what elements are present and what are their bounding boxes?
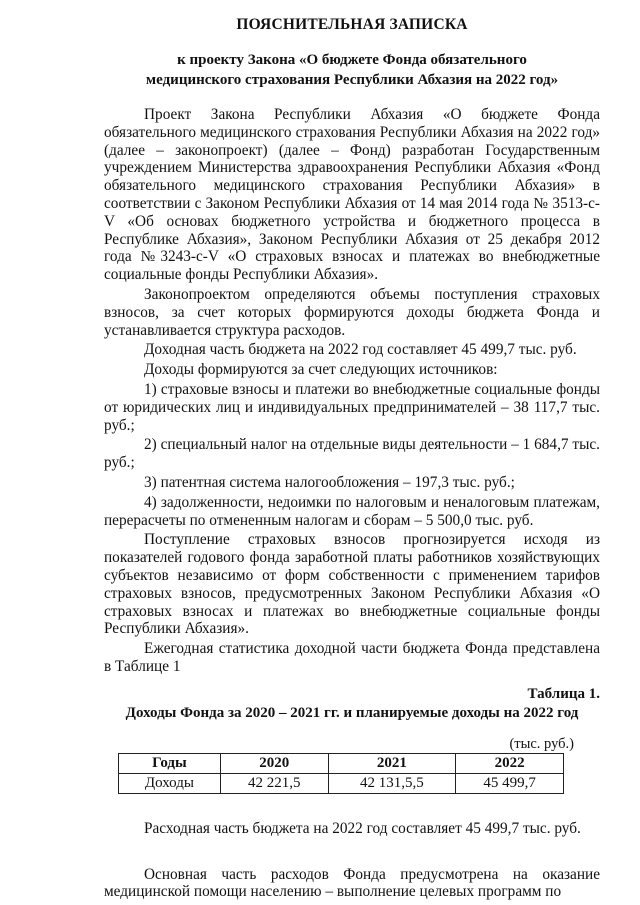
header-2021: 2021 bbox=[328, 753, 456, 773]
header-years: Годы bbox=[119, 753, 221, 773]
paragraph-intro: Проект Закона Республики Абхазия «О бюджете Фонда обязательного медицинского страхования Республики Абхазия на 2022 год» (далее – законопроект) (далее – Фонд) разработан Государственным учреждением Министерства здравоохранения Республики Абхазия «Фонд обязательного медицинского страхования Республики Абхазия» в соответствии с Законом Республики Абхазия от 14 мая 2014 года № 3513-с-V «Об основах бюджетного устройства и бюджетного процесса в Республике Абхазия», Законом Республики Абхазия от 25 декабря 2012 года №3243-с-V «О страховых взносах и платежах во внебюджетные социальные фонды Республики Абхазия». bbox=[104, 106, 600, 284]
source-item-4: 4) задолженности, недоимки по налоговым и неналоговым платежам, перерасчеты по отмененным налогам и сборам – 5 500,0 тыс. руб. bbox=[104, 493, 600, 529]
table-title: Доходы Фонда за 2020 – 2021 гг. и планируемые доходы на 2022 год bbox=[125, 704, 579, 721]
paragraph-revenue-total: Доходная часть бюджета на 2022 год составляет 45 499,7 тыс. руб. bbox=[144, 341, 577, 359]
paragraph-table-ref: Ежегодная статистика доходной части бюджета Фонда представлена в Таблице 1 bbox=[104, 640, 600, 675]
paragraph-forecast: Поступление страховых взносов прогнозируется исходя из показателей годового фонда заработной платы работников хозяйствующих субъектов независимо от форм собственности с применением тарифов страховых взносов, предусмотренных Законом Республики Абхазия «О страховых взносах и платежах во внебюджетные социальные фонды Республики Абхазия». bbox=[104, 531, 600, 638]
paragraph-purpose: Законопроектом определяются объемы поступления страховых взносов, за счет которых формируются доходы бюджета Фонда и устанавливается структура расходов. bbox=[104, 285, 600, 339]
subtitle-line-1: к проекту Закона «О бюджете Фонда обязательного bbox=[177, 52, 527, 68]
table-units: (тыс. руб.) bbox=[509, 735, 574, 752]
value-2022: 45 499,7 bbox=[456, 773, 564, 793]
table-row bbox=[119, 773, 564, 793]
header-2022: 2022 bbox=[456, 753, 564, 773]
table-header-row bbox=[119, 753, 564, 773]
table-caption: Таблица 1. bbox=[527, 685, 600, 702]
source-item-2: 2) специальный налог на отдельные виды деятельности – 1 684,7 тыс. руб.; bbox=[104, 436, 600, 472]
paragraph-expenses-main: Основная часть расходов Фонда предусмотрена на оказание медицинской помощи населению – выполнение целевых программ по bbox=[104, 865, 600, 901]
subtitle-line-2: медицинского страхования Республики Абхазия на 2022 год» bbox=[145, 72, 559, 88]
paragraph-expenses-total: Расходная часть бюджета на 2022 год составляет 45 499,7 тыс. руб. bbox=[144, 819, 581, 837]
source-item-1: 1) страховые взносы и платежи во внебюджетные социальные фонды от юридических лиц и индивидуальных предпринимателей – 38 117,7 тыс. руб.; bbox=[104, 380, 600, 434]
value-2020: 42 221,5 bbox=[220, 773, 328, 793]
paragraph-sources-heading: Доходы формируются за счет следующих источников: bbox=[144, 361, 498, 379]
row-label: Доходы bbox=[119, 773, 221, 793]
document-title: ПОЯСНИТЕЛЬНАЯ ЗАПИСКА bbox=[236, 16, 468, 33]
revenue-table bbox=[118, 753, 564, 794]
source-item-3: 3) патентная система налогообложения – 197,3 тыс. руб.; bbox=[144, 473, 515, 491]
value-2021: 42 131,5,5 bbox=[328, 773, 456, 793]
header-2020: 2020 bbox=[220, 753, 328, 773]
document-subtitle bbox=[104, 50, 600, 90]
